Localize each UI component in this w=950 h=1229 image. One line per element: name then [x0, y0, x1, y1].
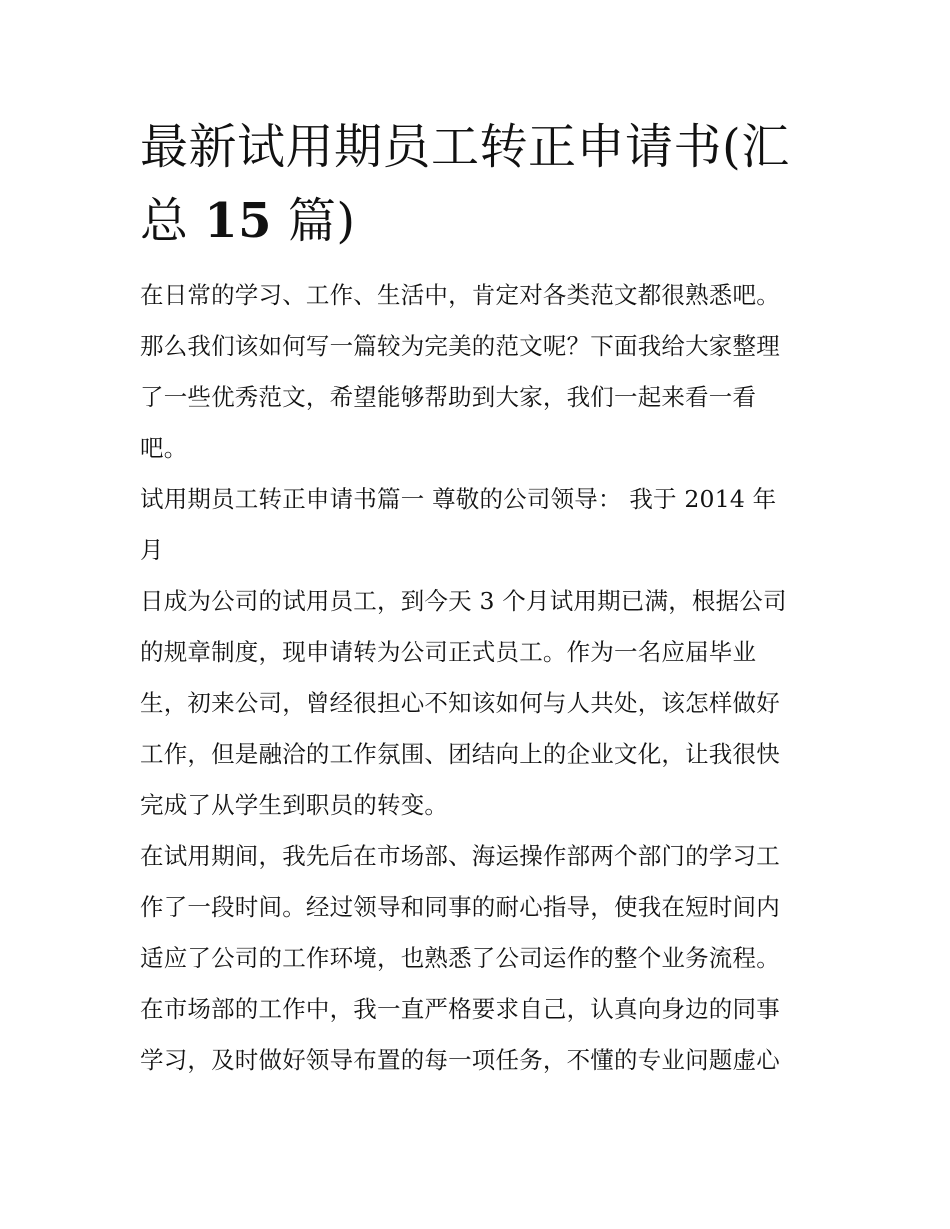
body-line: 在市场部的工作中，我一直严格要求自己，认真向身边的同事: [140, 995, 780, 1023]
intro-line: 那么我们该如何写一篇较为完美的范文呢？下面我给大家整理: [140, 332, 780, 360]
document-title: [140, 110, 820, 258]
section-heading-line: 月: [140, 536, 164, 564]
title-line-1: 最新试用期员工转正申请书(汇: [140, 119, 790, 175]
body-line: 在试用期间，我先后在市场部、海运操作部两个部门的学习工: [140, 842, 780, 870]
body-line: 学习，及时做好领导布置的每一项任务，不懂的专业问题虚心: [140, 1046, 780, 1074]
body-line: 日成为公司的试用员工，到今天 3 个月试用期已满，根据公司: [140, 587, 787, 615]
body-line: 工作，但是融洽的工作氛围、团结向上的企业文化，让我很快: [140, 740, 780, 768]
section-heading-line: 试用期员工转正申请书篇一 尊敬的公司领导： 我于 2014 年: [140, 485, 777, 513]
body-line: 的规章制度，现申请转为公司正式员工。作为一名应届毕业: [140, 638, 757, 666]
title-line-2-post: 篇): [287, 193, 356, 249]
intro-line: 在日常的学习、工作、生活中，肯定对各类范文都很熟悉吧。: [140, 281, 780, 309]
body-paragraph-2: [140, 831, 820, 1086]
intro-line: 了一些优秀范文，希望能够帮助到大家，我们一起来看一看: [140, 383, 757, 411]
intro-paragraph: [140, 270, 820, 474]
title-line-2-pre: 总: [140, 193, 189, 249]
body-line: 适应了公司的工作环境，也熟悉了公司运作的整个业务流程。: [140, 944, 780, 972]
body-line: 完成了从学生到职员的转变。: [140, 791, 449, 819]
title-count: 15: [204, 193, 273, 249]
body-paragraph-1: [140, 576, 820, 831]
document-page: [140, 110, 820, 1086]
title-line-2: [140, 184, 820, 258]
intro-line: 吧。: [140, 434, 188, 462]
section-heading: [140, 474, 820, 576]
body-line: 生，初来公司，曾经很担心不知该如何与人共处，该怎样做好: [140, 689, 780, 717]
body-line: 作了一段时间。经过领导和同事的耐心指导，使我在短时间内: [140, 893, 780, 921]
